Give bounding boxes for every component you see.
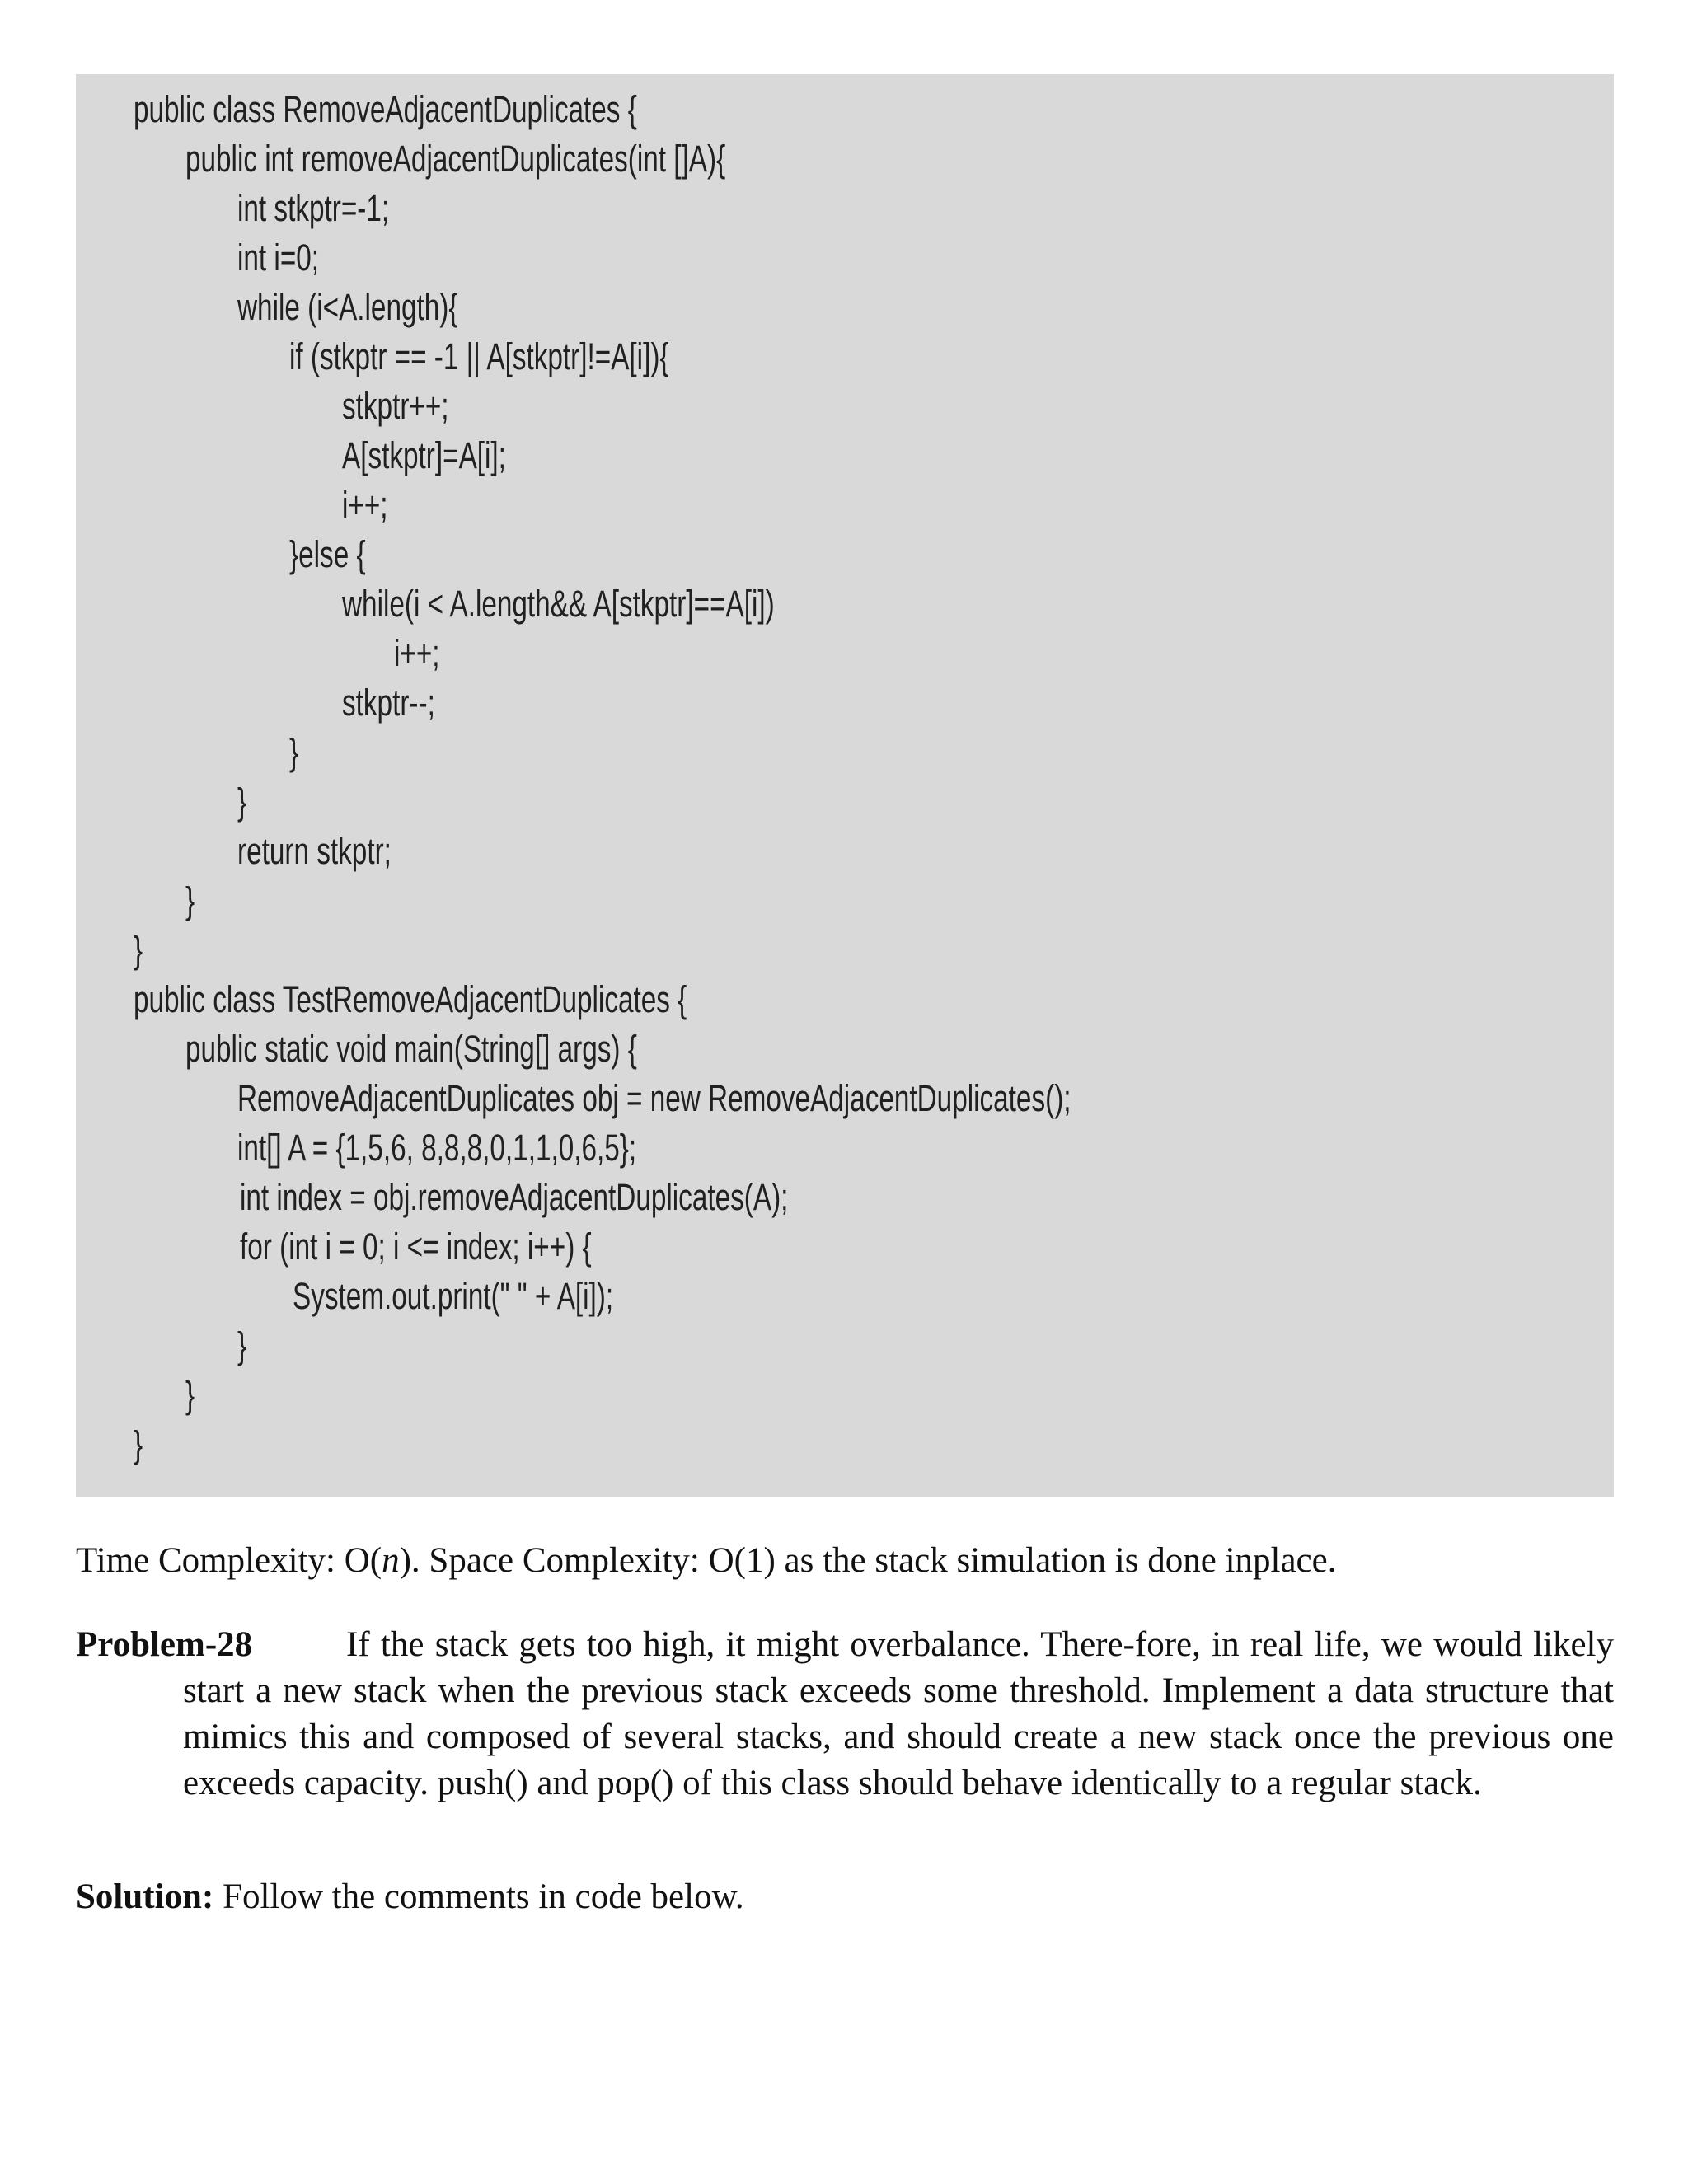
code-line: while (i<A.length){: [237, 286, 458, 328]
problem-label: Problem-28: [76, 1625, 253, 1664]
code-line: public class TestRemoveAdjacentDuplicates {: [134, 978, 687, 1020]
code-line: }: [289, 731, 299, 773]
code-line: }: [237, 780, 247, 823]
code-line: stkptr--;: [342, 682, 435, 724]
code-line: i++;: [342, 484, 388, 526]
code-line: A[stkptr]=A[i];: [342, 434, 506, 476]
solution-note: [76, 1874, 1614, 1920]
code-line: System.out.print(" " + A[i]);: [293, 1275, 614, 1317]
code-block: [76, 74, 1614, 1497]
code-line: stkptr++;: [342, 385, 449, 427]
code-line: }: [237, 1324, 247, 1366]
solution-text: Follow the comments in code below.: [213, 1877, 744, 1916]
code-line: int stkptr=-1;: [237, 187, 390, 229]
complexity-variable: n: [382, 1541, 400, 1580]
problem-text: If the stack gets too high, it might overbalance. There-fore, in real life, we would likely start a new stack when the previous stack exceeds some threshold. Implement a data structure that mimics this and composed of several stacks, and should create a new stack once the previous one exceeds capacity. push() and pop() of this class should behave identically to a regular stack.: [183, 1625, 1614, 1802]
code-line: int[] A = {1,5,6, 8,8,8,0,1,1,0,6,5};: [237, 1127, 637, 1169]
code-line: i++;: [394, 632, 440, 674]
complexity-note: [76, 1538, 1614, 1584]
code-line: if (stkptr == -1 || A[stkptr]!=A[i]){: [289, 335, 669, 377]
code-line: RemoveAdjacentDuplicates obj = new RemoveAdjacentDuplicates();: [237, 1077, 1071, 1119]
code-line: }: [185, 1374, 195, 1416]
code-line: public static void main(String[] args) {: [185, 1028, 637, 1070]
problem-statement: [76, 1622, 1614, 1807]
code-line: int i=0;: [237, 237, 320, 279]
code-line: for (int i = 0; i <= index; i++) {: [240, 1226, 592, 1268]
code-line: int index = obj.removeAdjacentDuplicates(A);: [240, 1176, 789, 1218]
code-line: return stkptr;: [237, 830, 392, 872]
complexity-prefix: Time Complexity: O(: [76, 1541, 382, 1580]
solution-label: Solution:: [76, 1877, 214, 1916]
code-line: }else {: [289, 533, 366, 575]
code-line: }: [134, 1423, 143, 1465]
complexity-suffix: ). Space Complexity: O(1) as the stack simulation is done inplace.: [399, 1541, 1337, 1580]
code-line: }: [134, 929, 143, 971]
code-line: public class RemoveAdjacentDuplicates {: [134, 88, 637, 130]
code-line: public int removeAdjacentDuplicates(int []A){: [185, 138, 726, 180]
code-line: while(i < A.length&& A[stkptr]==A[i]): [342, 583, 775, 625]
code-line: }: [185, 879, 195, 921]
